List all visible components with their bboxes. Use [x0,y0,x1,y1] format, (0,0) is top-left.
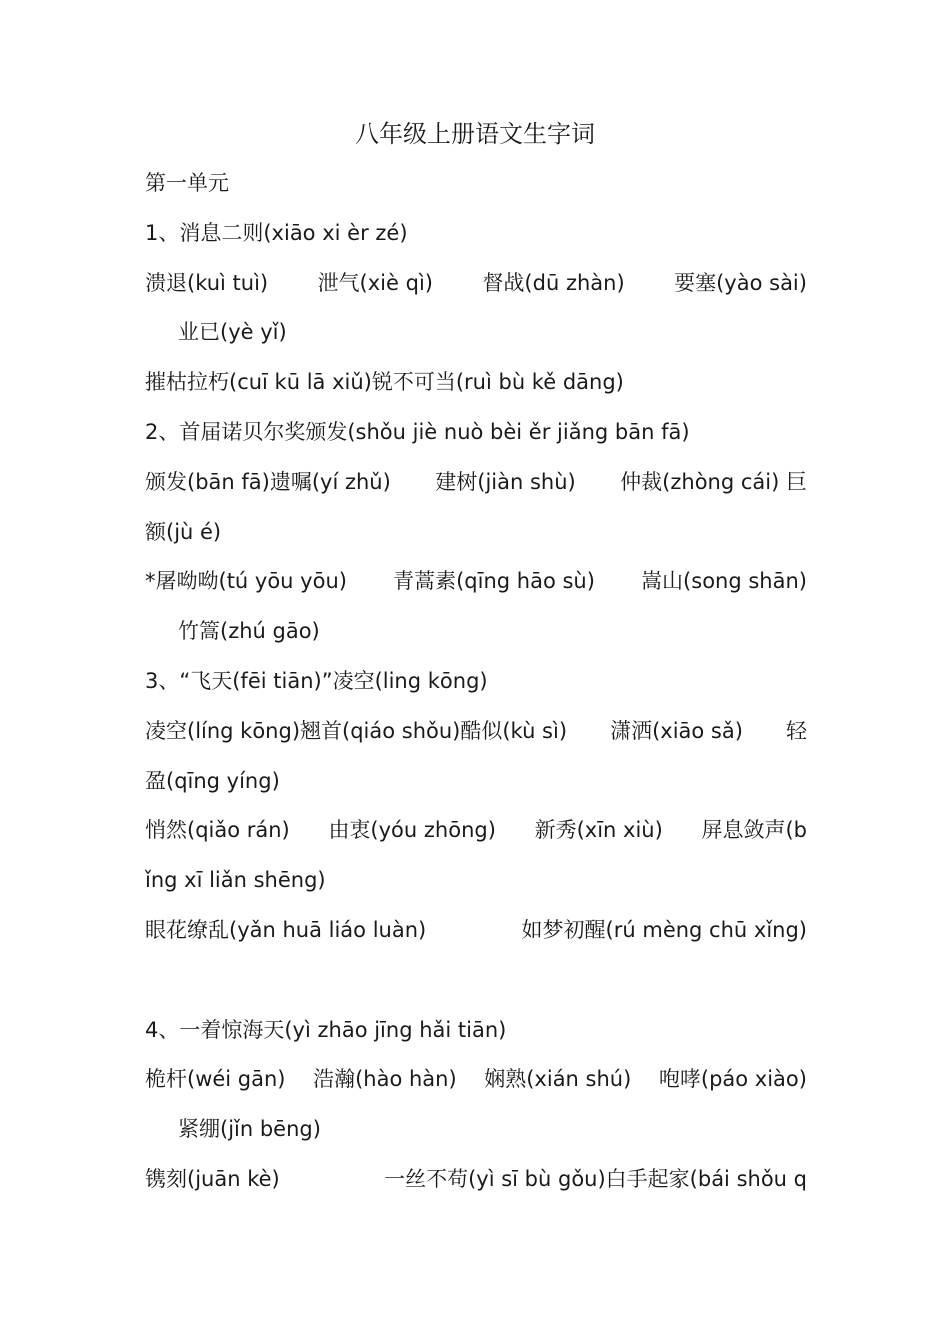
vocab-entry: 溃退(kuì tuì) [145,271,269,295]
vocab-entry: 屏息敛声(b [701,818,807,842]
vocab-entry: 桅杆(wéi gān) [145,1067,286,1091]
vocab-entry: 新秀(xīn xiù) [534,818,663,842]
vocab-entry: 颁发(bān fā)遗嘱(yí zhǔ) [145,470,391,494]
vocab-entry: 青蒿素(qīng hāo sù) [393,569,595,593]
vocab-line [145,1059,807,1099]
vocab-entry: 泄气(xiè qì) [317,271,433,295]
vocab-line: 额(jù é) [145,520,222,544]
vocab-line: 盈(qīng yíng) [145,769,280,793]
vocab-entry: 娴熟(xián shú) [484,1067,632,1091]
vocab-entry: 咆哮(páo xiào) [658,1067,807,1091]
vocab-line [145,561,807,601]
lesson-heading-1: 1、消息二则(xiāo xi èr zé) [145,221,408,245]
vocab-line [145,810,807,850]
vocab-entry: 仲裁(zhòng cái) 巨 [620,470,807,494]
vocab-entry: 督战(dū zhàn) [482,271,625,295]
unit-heading: 第一单元 [145,171,229,195]
vocab-entry: 悄然(qiǎo rán) [145,818,290,842]
vocab-line [145,910,807,950]
vocab-entry: 浩瀚(hào hàn) [313,1067,457,1091]
vocab-entry: 镌刻(juān kè) [145,1167,280,1191]
vocab-line [145,462,807,502]
vocab-line: 摧枯拉朽(cuī kū lā xiǔ)锐不可当(ruì bù kě dāng) [145,370,624,394]
vocab-entry: 一丝不苟(yì sī bù gǒu)白手起家(bái shǒu q [384,1167,807,1191]
vocab-entry: 建树(jiàn shù) [435,470,576,494]
vocab-entry: 嵩山(song shān) [641,569,807,593]
vocab-line [145,1159,807,1199]
vocab-entry: 要塞(yào sài) [674,271,807,295]
vocab-line [145,263,807,303]
vocab-line: 紧绷(jǐn bēng) [178,1117,321,1141]
vocab-entry: *屠呦呦(tú yōu yōu) [145,569,347,593]
document-title: 八年级上册语文生字词 [355,120,595,148]
vocab-entry: 由衷(yóu zhōng) [328,818,496,842]
vocab-line [145,711,807,751]
vocab-line: 业已(yè yǐ) [178,320,287,344]
vocab-line: 竹篙(zhú gāo) [178,619,320,643]
lesson-heading-3: 3、“飞天(fēi tiān)”凌空(ling kōng) [145,669,488,693]
vocab-line: ǐng xī liǎn shēng) [145,868,326,892]
lesson-heading-4: 4、一着惊海天(yì zhāo jīng hǎi tiān) [145,1018,507,1042]
vocab-entry: 潇洒(xiāo sǎ) [610,719,743,743]
vocab-entry: 如梦初醒(rú mèng chū xǐng) [521,918,807,942]
vocab-entry: 眼花缭乱(yǎn huā liáo luàn) [145,918,427,942]
vocab-entry: 轻 [785,719,807,743]
lesson-heading-2: 2、首届诺贝尔奖颁发(shǒu jiè nuò bèi ěr jiǎng bān fā) [145,420,690,444]
vocab-entry: 凌空(líng kōng)翘首(qiáo shǒu)酷似(kù sì) [145,719,568,743]
